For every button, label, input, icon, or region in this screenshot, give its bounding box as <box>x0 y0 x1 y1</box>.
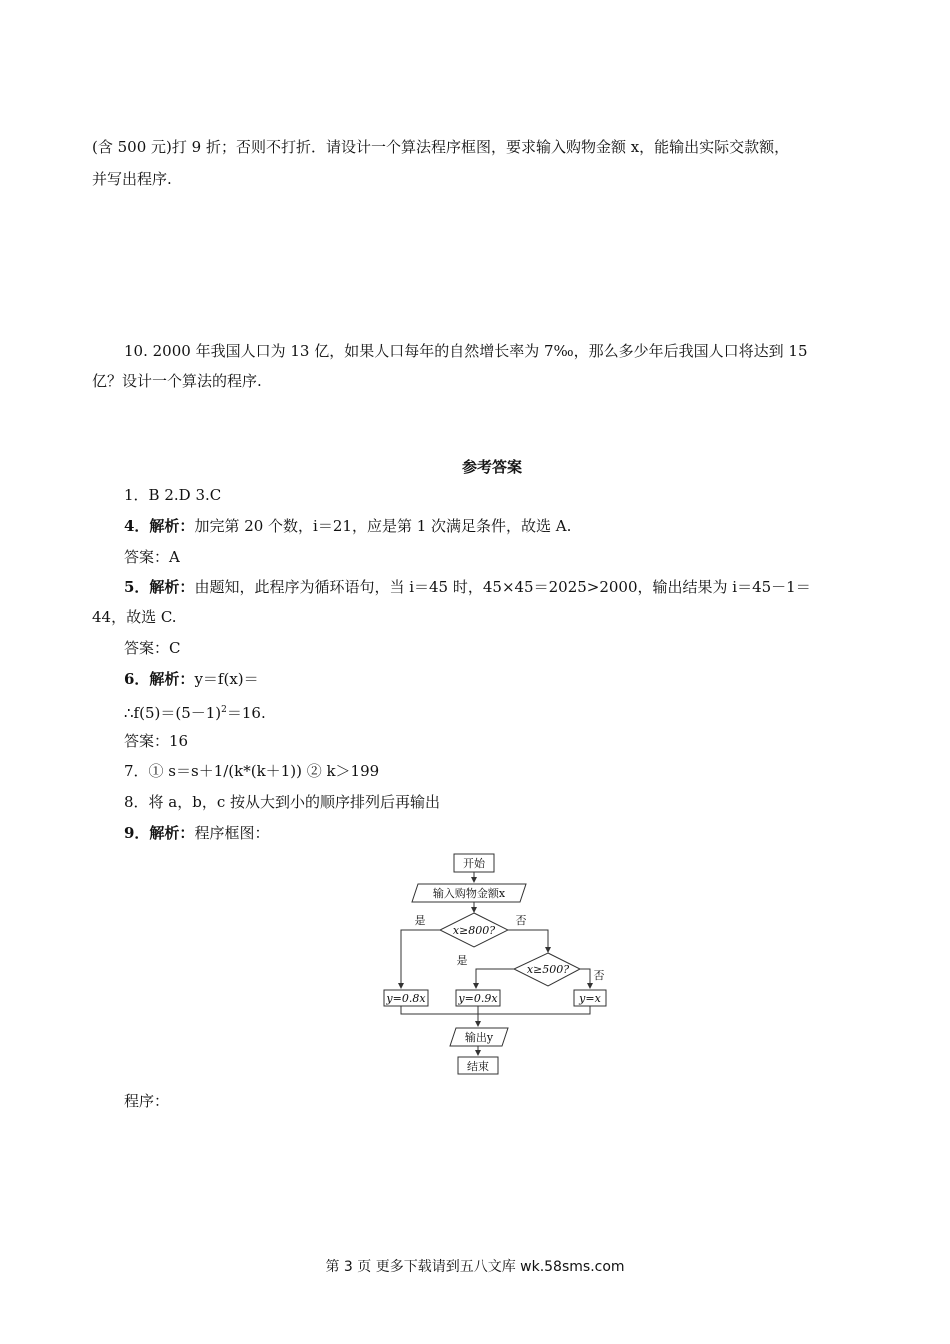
flowchart-box1-label: y=0.8x <box>386 992 426 1005</box>
q10-line1: 10. 2000 年我国人口为 13 亿，如果人口每年的自然增长率为 7‰，那么多少年后我国人口将达到 15 <box>124 342 808 360</box>
answer-6-step-text: ∴f(5)＝(5－1) <box>124 704 222 722</box>
answer-6-step-end: ＝16. <box>226 704 266 722</box>
flowchart-box3-label: y=x <box>579 992 601 1005</box>
answer-4-text: 加完第 20 个数，i＝21，应是第 1 次满足条件，故选 A. <box>194 517 572 535</box>
flowchart-yes-2: 是 <box>456 954 468 967</box>
flowchart-no-2: 否 <box>593 969 605 982</box>
answer-9-label: 9．解析： <box>124 824 195 842</box>
q10-line2: 亿？设计一个算法的程序. <box>92 372 262 390</box>
q9-line1: (含 500 元)打 9 折；否则不打折．请设计一个算法程序框图，要求输入购物金额 x，能输出实际交款额， <box>92 138 790 156</box>
answer-6-label: 6．解析： <box>124 670 195 688</box>
answer-5 <box>124 576 811 598</box>
answer-4 <box>124 515 571 537</box>
flowchart-diagram <box>380 852 610 1078</box>
answer-6-text: y＝f(x)＝ <box>194 670 259 688</box>
program-label: 程序： <box>124 1092 170 1110</box>
flowchart-end-label: 结束 <box>467 1060 489 1073</box>
answer-5-cont: 44，故选 C. <box>92 608 177 626</box>
answer-5-text: 由题知，此程序为循环语句，当 i＝45 时，45×45＝2025>2000，输出结果为 i＝45－1＝ <box>194 578 811 596</box>
answer-5-label: 5．解析： <box>124 578 195 596</box>
flowchart-start-label: 开始 <box>463 857 485 870</box>
answer-6 <box>124 668 259 690</box>
flowchart-box2-label: y=0.9x <box>458 992 498 1005</box>
answers-title: 参考答案 <box>461 458 522 476</box>
answer-6-step <box>124 699 266 724</box>
answer-4-label: 4．解析： <box>124 517 195 535</box>
answer-6-result: 答案：16 <box>124 732 189 750</box>
answer-6-exponent: 2 <box>221 705 227 715</box>
flowchart-input-label: 输入购物金额x <box>432 887 506 900</box>
answer-8: 8．将 a，b，c 按从大到小的顺序排列后再输出 <box>124 793 441 811</box>
answer-9-text: 程序框图： <box>194 824 270 842</box>
answer-1-3: 1．B 2.D 3.C <box>124 486 222 504</box>
answer-7: 7．① s＝s＋1/(k*(k＋1)) ② k＞199 <box>124 762 380 780</box>
flowchart-cond2-label: x≥500? <box>526 963 570 976</box>
flowchart-cond1-label: x≥800? <box>452 924 496 937</box>
flowchart-yes-1: 是 <box>414 914 426 927</box>
answer-4-result: 答案：A <box>124 548 180 566</box>
flowchart-no-1: 否 <box>515 914 527 927</box>
answer-9 <box>124 822 269 844</box>
page-footer: 第 3 页 更多下载请到五八文库 wk.58sms.com <box>325 1259 625 1275</box>
flowchart-output-label: 输出y <box>464 1031 494 1044</box>
q9-line2: 并写出程序. <box>92 170 172 188</box>
answer-5-result: 答案：C <box>124 639 181 657</box>
